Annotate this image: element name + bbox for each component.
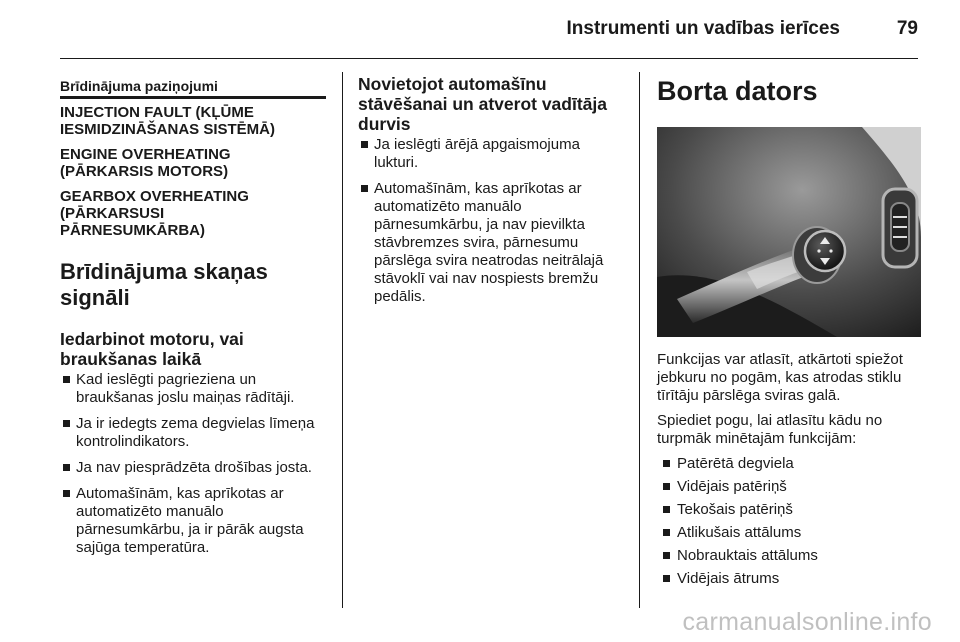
paragraph-press-button: Spiediet pogu, lai atlasītu kādu no turpmāk minētajām funkcijām: <box>657 412 883 447</box>
list-item: Tekošais patēriņš <box>657 501 921 519</box>
column-1 <box>60 72 326 565</box>
column-divider-1 <box>342 72 343 608</box>
subsection-title-engine-driving: Iedarbinot motoru, vai braukšanas laikā <box>60 329 244 369</box>
list-item: Ja ir iedegts zema degvielas līmeņa kontrolindikators. <box>60 415 326 451</box>
page-number: 79 <box>896 18 918 39</box>
list-item: Patērētā degviela <box>657 455 921 473</box>
list-item: Nobrauktais attālums <box>657 547 921 565</box>
list-item: Automašīnām, kas aprīkotas ar automatizēto manuālo pārnesumkārbu, ja nav pievilkta stāvbremzes svira, pārnesumu pārslēga svira neatrodas neitrālajā stāvoklī vai nav nospiests bremžu pedālis. <box>358 180 626 306</box>
list-item: Ja nav piesprādzēta drošības josta. <box>60 459 326 477</box>
list-item: Vidējais patēriņš <box>657 478 921 496</box>
watermark-text: carmanualsonline.info <box>682 608 932 636</box>
column-3 <box>657 72 921 593</box>
warning-message-gearbox-overheating: GEARBOX OVERHEATING (PĀRKARSUSI PĀRNESUMKĀRBA) <box>60 188 249 239</box>
bullet-list-parking <box>358 136 626 306</box>
column-divider-2 <box>639 72 640 608</box>
warning-message-injection-fault: INJECTION FAULT (KĻŪME IESMIDZINĀŠANAS SISTĒMĀ) <box>60 104 276 138</box>
list-item: Vidējais ātrums <box>657 570 921 588</box>
page-header <box>60 0 918 59</box>
bullet-list-functions <box>657 455 921 588</box>
list-item: Ja ieslēgti ārējā apgaismojuma lukturi. <box>358 136 626 172</box>
column-2 <box>358 72 626 314</box>
warning-messages-header: Brīdinājuma paziņojumi <box>60 78 326 99</box>
warning-message-engine-overheating: ENGINE OVERHEATING (PĀRKARSIS MOTORS) <box>60 146 231 180</box>
section-title-warning-chimes: Brīdinājuma skaņas signāli <box>60 259 268 310</box>
bullet-list-driving <box>60 371 326 557</box>
list-item: Atlikušais attālums <box>657 524 921 542</box>
subsection-title-parking: Novietojot automašīnu stāvēšanai un atverot vadītāja durvis <box>358 74 607 134</box>
paragraph-functions: Funkcijas var atlasīt, atkārtoti spiežot jebkuru no pogām, kas atrodas stiklu tīrītāju pārslēga sviras galā. <box>657 351 903 404</box>
wiper-lever-photo <box>657 127 921 337</box>
section-title-trip-computer: Borta dators <box>657 76 818 106</box>
list-item: Kad ieslēgti pagrieziena un braukšanas joslu maiņas rādītāji. <box>60 371 326 407</box>
list-item: Automašīnām, kas aprīkotas ar automatizēto manuālo pārnesumkārbu, ja ir pārāk augsta sajūga temperatūra. <box>60 485 326 557</box>
chapter-title: Instrumenti un vadības ierīces <box>566 18 840 39</box>
